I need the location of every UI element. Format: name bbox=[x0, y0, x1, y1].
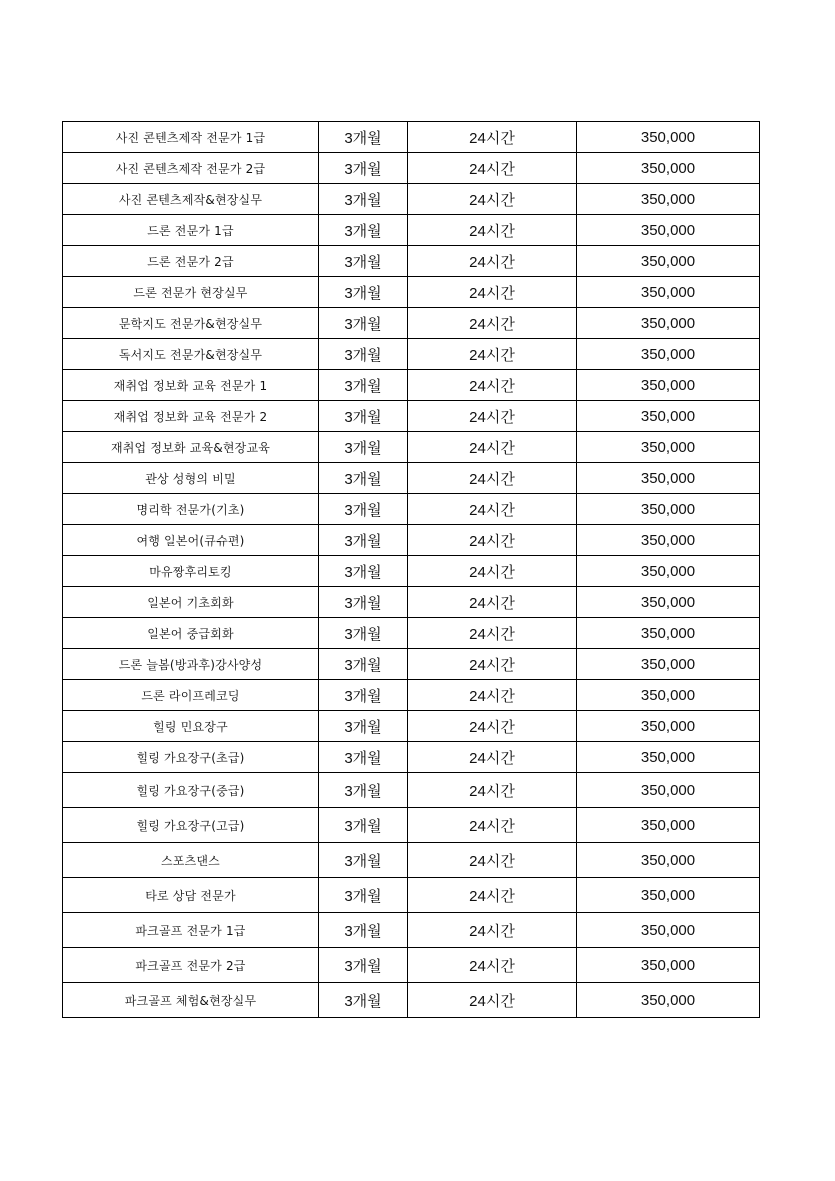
fee-cell: 350,000 bbox=[577, 773, 760, 808]
course-name-cell: 마유짱후리토킹 bbox=[63, 556, 319, 587]
table-row bbox=[63, 618, 760, 649]
table-row bbox=[63, 308, 760, 339]
course-name-cell: 사진 콘텐츠제작 전문가 2급 bbox=[63, 153, 319, 184]
course-name-cell: 파크골프 전문가 2급 bbox=[63, 948, 319, 983]
hours-cell: 24시간 bbox=[408, 339, 577, 370]
fee-cell: 350,000 bbox=[577, 948, 760, 983]
period-cell: 3개월 bbox=[319, 711, 408, 742]
fee-cell: 350,000 bbox=[577, 339, 760, 370]
table-row bbox=[63, 913, 760, 948]
table-row bbox=[63, 401, 760, 432]
table-row bbox=[63, 773, 760, 808]
period-cell: 3개월 bbox=[319, 742, 408, 773]
course-name-cell: 명리학 전문가(기초) bbox=[63, 494, 319, 525]
hours-cell: 24시간 bbox=[408, 401, 577, 432]
hours-cell: 24시간 bbox=[408, 618, 577, 649]
table-row bbox=[63, 277, 760, 308]
fee-cell: 350,000 bbox=[577, 401, 760, 432]
table-row bbox=[63, 122, 760, 153]
table-row bbox=[63, 948, 760, 983]
course-name-cell: 타로 상담 전문가 bbox=[63, 878, 319, 913]
table-row bbox=[63, 215, 760, 246]
course-name-cell: 드론 라이프레코딩 bbox=[63, 680, 319, 711]
hours-cell: 24시간 bbox=[408, 587, 577, 618]
period-cell: 3개월 bbox=[319, 556, 408, 587]
course-name-cell: 힐링 민요장구 bbox=[63, 711, 319, 742]
period-cell: 3개월 bbox=[319, 649, 408, 680]
hours-cell: 24시간 bbox=[408, 878, 577, 913]
fee-cell: 350,000 bbox=[577, 370, 760, 401]
hours-cell: 24시간 bbox=[408, 773, 577, 808]
table-row bbox=[63, 680, 760, 711]
period-cell: 3개월 bbox=[319, 215, 408, 246]
period-cell: 3개월 bbox=[319, 370, 408, 401]
course-name-cell: 스포츠댄스 bbox=[63, 843, 319, 878]
period-cell: 3개월 bbox=[319, 773, 408, 808]
course-name-cell: 사진 콘텐츠제작&현장실무 bbox=[63, 184, 319, 215]
period-cell: 3개월 bbox=[319, 808, 408, 843]
hours-cell: 24시간 bbox=[408, 432, 577, 463]
course-name-cell: 문학지도 전문가&현장실무 bbox=[63, 308, 319, 339]
period-cell: 3개월 bbox=[319, 463, 408, 494]
fee-cell: 350,000 bbox=[577, 913, 760, 948]
hours-cell: 24시간 bbox=[408, 843, 577, 878]
fee-cell: 350,000 bbox=[577, 878, 760, 913]
period-cell: 3개월 bbox=[319, 246, 408, 277]
fee-cell: 350,000 bbox=[577, 587, 760, 618]
hours-cell: 24시간 bbox=[408, 742, 577, 773]
period-cell: 3개월 bbox=[319, 878, 408, 913]
period-cell: 3개월 bbox=[319, 618, 408, 649]
fee-cell: 350,000 bbox=[577, 843, 760, 878]
period-cell: 3개월 bbox=[319, 339, 408, 370]
hours-cell: 24시간 bbox=[408, 463, 577, 494]
table-row bbox=[63, 184, 760, 215]
fee-cell: 350,000 bbox=[577, 277, 760, 308]
period-cell: 3개월 bbox=[319, 913, 408, 948]
hours-cell: 24시간 bbox=[408, 913, 577, 948]
period-cell: 3개월 bbox=[319, 122, 408, 153]
course-name-cell: 드론 늘봄(방과후)강사양성 bbox=[63, 649, 319, 680]
course-name-cell: 일본어 기초회화 bbox=[63, 587, 319, 618]
course-table-body bbox=[63, 122, 760, 1018]
course-table bbox=[62, 121, 760, 1018]
period-cell: 3개월 bbox=[319, 401, 408, 432]
table-row bbox=[63, 246, 760, 277]
fee-cell: 350,000 bbox=[577, 556, 760, 587]
period-cell: 3개월 bbox=[319, 153, 408, 184]
course-name-cell: 드론 전문가 1급 bbox=[63, 215, 319, 246]
fee-cell: 350,000 bbox=[577, 432, 760, 463]
period-cell: 3개월 bbox=[319, 587, 408, 618]
hours-cell: 24시간 bbox=[408, 277, 577, 308]
period-cell: 3개월 bbox=[319, 843, 408, 878]
fee-cell: 350,000 bbox=[577, 649, 760, 680]
period-cell: 3개월 bbox=[319, 184, 408, 215]
course-name-cell: 독서지도 전문가&현장실무 bbox=[63, 339, 319, 370]
hours-cell: 24시간 bbox=[408, 948, 577, 983]
hours-cell: 24시간 bbox=[408, 153, 577, 184]
period-cell: 3개월 bbox=[319, 680, 408, 711]
period-cell: 3개월 bbox=[319, 494, 408, 525]
course-name-cell: 재취업 정보화 교육 전문가 1 bbox=[63, 370, 319, 401]
fee-cell: 350,000 bbox=[577, 184, 760, 215]
fee-cell: 350,000 bbox=[577, 808, 760, 843]
course-name-cell: 힐링 가요장구(고급) bbox=[63, 808, 319, 843]
fee-cell: 350,000 bbox=[577, 983, 760, 1018]
hours-cell: 24시간 bbox=[408, 808, 577, 843]
hours-cell: 24시간 bbox=[408, 370, 577, 401]
course-name-cell: 파크골프 전문가 1급 bbox=[63, 913, 319, 948]
period-cell: 3개월 bbox=[319, 983, 408, 1018]
table-row bbox=[63, 983, 760, 1018]
table-row bbox=[63, 525, 760, 556]
course-name-cell: 드론 전문가 2급 bbox=[63, 246, 319, 277]
fee-cell: 350,000 bbox=[577, 494, 760, 525]
table-row bbox=[63, 494, 760, 525]
course-name-cell: 사진 콘텐츠제작 전문가 1급 bbox=[63, 122, 319, 153]
table-row bbox=[63, 878, 760, 913]
table-row bbox=[63, 463, 760, 494]
table-row bbox=[63, 153, 760, 184]
table-row bbox=[63, 339, 760, 370]
course-name-cell: 힐링 가요장구(초급) bbox=[63, 742, 319, 773]
course-name-cell: 관상 성형의 비밀 bbox=[63, 463, 319, 494]
hours-cell: 24시간 bbox=[408, 649, 577, 680]
period-cell: 3개월 bbox=[319, 277, 408, 308]
fee-cell: 350,000 bbox=[577, 215, 760, 246]
table-row bbox=[63, 843, 760, 878]
hours-cell: 24시간 bbox=[408, 711, 577, 742]
period-cell: 3개월 bbox=[319, 308, 408, 339]
fee-cell: 350,000 bbox=[577, 680, 760, 711]
table-row bbox=[63, 556, 760, 587]
hours-cell: 24시간 bbox=[408, 122, 577, 153]
fee-cell: 350,000 bbox=[577, 742, 760, 773]
hours-cell: 24시간 bbox=[408, 494, 577, 525]
fee-cell: 350,000 bbox=[577, 122, 760, 153]
hours-cell: 24시간 bbox=[408, 983, 577, 1018]
table-row bbox=[63, 587, 760, 618]
table-row bbox=[63, 742, 760, 773]
table-row bbox=[63, 370, 760, 401]
period-cell: 3개월 bbox=[319, 525, 408, 556]
course-name-cell: 파크골프 체험&현장실무 bbox=[63, 983, 319, 1018]
hours-cell: 24시간 bbox=[408, 556, 577, 587]
table-row bbox=[63, 808, 760, 843]
hours-cell: 24시간 bbox=[408, 525, 577, 556]
course-name-cell: 여행 일본어(큐슈편) bbox=[63, 525, 319, 556]
fee-cell: 350,000 bbox=[577, 308, 760, 339]
fee-cell: 350,000 bbox=[577, 246, 760, 277]
hours-cell: 24시간 bbox=[408, 680, 577, 711]
table-row bbox=[63, 649, 760, 680]
period-cell: 3개월 bbox=[319, 948, 408, 983]
fee-cell: 350,000 bbox=[577, 711, 760, 742]
table-row bbox=[63, 432, 760, 463]
hours-cell: 24시간 bbox=[408, 308, 577, 339]
fee-cell: 350,000 bbox=[577, 153, 760, 184]
table-row bbox=[63, 711, 760, 742]
course-name-cell: 재취업 정보화 교육 전문가 2 bbox=[63, 401, 319, 432]
hours-cell: 24시간 bbox=[408, 184, 577, 215]
fee-cell: 350,000 bbox=[577, 463, 760, 494]
course-name-cell: 일본어 중급회화 bbox=[63, 618, 319, 649]
course-name-cell: 힐링 가요장구(중급) bbox=[63, 773, 319, 808]
course-name-cell: 드론 전문가 현장실무 bbox=[63, 277, 319, 308]
hours-cell: 24시간 bbox=[408, 246, 577, 277]
course-name-cell: 재취업 정보화 교육&현장교육 bbox=[63, 432, 319, 463]
hours-cell: 24시간 bbox=[408, 215, 577, 246]
fee-cell: 350,000 bbox=[577, 525, 760, 556]
fee-cell: 350,000 bbox=[577, 618, 760, 649]
period-cell: 3개월 bbox=[319, 432, 408, 463]
